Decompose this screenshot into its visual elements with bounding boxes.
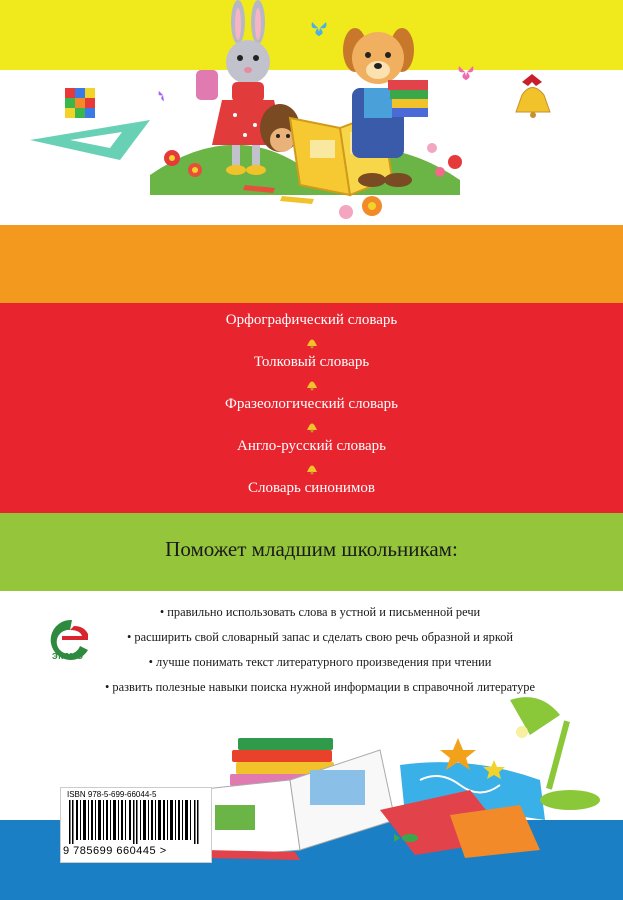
- dictionary-item-explanatory: Толковый словарь: [253, 354, 370, 370]
- isbn-text: ISBN 978-5-699-66044-5: [67, 790, 157, 799]
- benefit-item: • лучше понимать текст литературного произведения при чтении: [148, 655, 492, 669]
- barcode-box: [60, 787, 212, 863]
- rubiks-cube-icon: [65, 88, 95, 118]
- top-illustration: [0, 0, 623, 225]
- dictionary-item-phraseological: Фразеологический словарь: [225, 396, 398, 412]
- barcode: [69, 800, 203, 844]
- dictionary-item-synonyms: Словарь синонимов: [248, 480, 375, 496]
- dictionary-item-spelling: Орфографический словарь: [225, 312, 398, 328]
- bell-icon: [0, 414, 623, 436]
- help-title: Поможет младшим школьникам:: [165, 537, 458, 561]
- barcode-digits: 9 785699 660445 >: [63, 845, 167, 857]
- publisher-name: ЭКСМО: [52, 652, 84, 661]
- pencil-case-illustration: [380, 762, 545, 858]
- bell-icon: [0, 456, 623, 478]
- band-orange: [0, 225, 623, 303]
- benefit-item: • развить полезные навыки поиска нужной информации в справочной литературе: [104, 680, 536, 694]
- benefit-item: • правильно использовать слова в устной и письменной речи: [159, 605, 481, 619]
- dictionary-list: [0, 310, 623, 498]
- benefit-item: • расширить свой словарный запас и сделать свою речь образной и яркой: [126, 630, 514, 644]
- dictionary-item-english-russian: Англо-русский словарь: [237, 438, 386, 454]
- fish-icon: [394, 834, 418, 842]
- ruler-triangle-icon: [30, 120, 150, 160]
- bell-icon: [0, 330, 623, 352]
- bell-icon: [516, 74, 550, 118]
- bell-icon: [0, 372, 623, 394]
